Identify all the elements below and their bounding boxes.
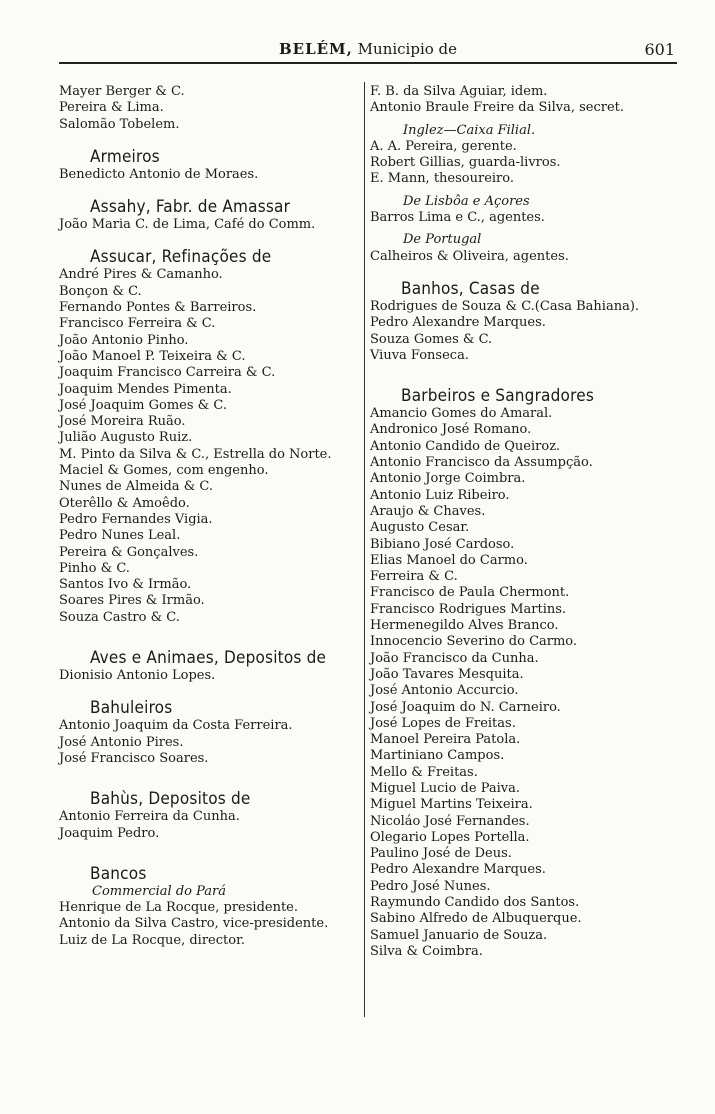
list-item: Joaquim Francisco Carreira & C. [59,365,276,381]
list-item: Nicoláo José Fernandes. [370,813,530,829]
list-item: Nunes de Almeida & C. [59,479,214,495]
list-item: Elias Manoel do Carmo. [370,552,528,568]
section-heading-bahuleiros: Bahuleiros [90,698,173,719]
list-item: Bonçon & C. [59,283,142,299]
list-item: José Antonio Accurcio. [370,683,519,699]
list-item: Pedro Fernandes Vigia. [59,511,213,527]
list-item: João Francisco da Cunha. [370,650,539,666]
page-header [59,36,677,64]
list-item: Pedro José Nunes. [370,878,491,894]
list-item: Antonio Luiz Ribeiro. [370,487,510,503]
list-item: Pedro Nunes Leal. [59,528,181,544]
list-item: Santos Ivo & Irmão. [59,577,192,593]
section-heading-aves: Aves e Animaes, Depositos de [90,648,327,669]
list-item: Oterêllo & Amoêdo. [59,495,190,511]
list-item: F. B. da Silva Aguiar, idem. [370,84,548,99]
list-item: Pereira & Lima. [59,100,164,116]
list-item: M. Pinto da Silva & C., Estrella do Norte. [59,446,332,462]
list-item: Silva & Coimbra. [370,943,483,959]
section-heading-barbeiros: Barbeiros e Sangradores [401,386,594,407]
list-item: Andronico José Romano. [370,422,532,438]
subheading-portugal: De Portugal [403,232,482,248]
list-item: Augusto Cesar. [370,520,470,536]
section-heading-armeiros: Armeiros [90,146,160,167]
list-item: Dionisio Antonio Lopes. [59,668,216,684]
list-item: Olegario Lopes Portella. [370,829,530,845]
page-number: 601 [644,40,675,59]
list-item: Antonio da Silva Castro, vice-presidente. [59,916,329,932]
list-item: Benedicto Antonio de Moraes. [59,166,259,182]
column-divider [364,82,365,1017]
subheading-inglez: Inglez—Caixa Filial. [403,122,536,138]
list-item: José Moreira Ruão. [59,414,186,430]
list-item: Francisco Ferreira & C. [59,316,216,332]
list-item: Pedro Alexandre Marques. [370,862,546,878]
list-item: Martiniano Campos. [370,748,505,764]
header-place: Municipio de [357,40,458,58]
list-item: Samuel Januario de Souza. [370,927,548,943]
list-item: Francisco de Paula Chermont. [370,585,570,601]
list-item: João Maria C. de Lima, Café do Comm. [59,217,316,233]
list-item: Viuva Fonseca. [370,347,469,363]
list-item: Antonio Francisco da Assumpção. [370,455,593,471]
subheading-commercial: Commercial do Pará [92,883,226,899]
list-item: José Joaquim do N. Carneiro. [370,699,561,715]
list-item: A. A. Pereira, gerente. [370,138,517,154]
list-item: Robert Gillias, guarda-livros. [370,155,561,171]
list-item: Antonio Braule Freire da Silva, secret. [370,100,624,116]
header-city: BELÉM, [278,40,353,58]
list-item: José Francisco Soares. [59,750,209,766]
list-item: Joaquim Pedro. [59,825,160,841]
left-column [59,84,361,949]
subheading-lisboa: De Lisbôa e Açores [403,193,530,209]
list-item: Barros Lima e C., agentes. [370,210,545,226]
list-item: Pedro Alexandre Marques. [370,315,546,331]
list-item: João Antonio Pinho. [59,332,189,348]
running-title [59,40,677,58]
list-item: Antonio Joaquim da Costa Ferreira. [59,718,293,734]
list-item: Mayer Berger & C. [59,84,185,99]
list-item: Innocencio Severino do Carmo. [370,634,578,650]
list-item: Miguel Martins Teixeira. [370,797,533,813]
left-top-list [59,84,361,133]
list-item: Raymundo Candido dos Santos. [370,895,580,911]
list-item: Maciel & Gomes, com engenho. [59,463,269,479]
list-item: Soares Pires & Irmão. [59,593,205,609]
list-item: Sabino Alfredo de Albuquerque. [370,911,582,927]
list-item: Francisco Rodrigues Martins. [370,601,567,617]
list-item: Araujo & Chaves. [370,503,486,519]
section-heading-assucar: Assucar, Refinações de [90,247,272,268]
list-item: Calheiros & Oliveira, agentes. [370,248,569,264]
list-item: Salomão Tobelem. [59,116,180,132]
list-item: Hermenegildo Alves Branco. [370,618,559,634]
list-item: Ferreira & C. [370,569,458,585]
list-item: José Antonio Pires. [59,734,184,750]
list-item: Souza Gomes & C. [370,331,493,347]
list-item: Fernando Pontes & Barreiros. [59,300,257,316]
list-item: João Manoel P. Teixeira & C. [59,348,246,364]
list-item: Antonio Candido de Queiroz. [370,438,561,454]
list-item: Pereira & Gonçalves. [59,544,199,560]
list-item: José Lopes de Freitas. [370,715,516,731]
list-item: José Joaquim Gomes & C. [59,397,227,413]
list-item: Luiz de La Rocque, director. [59,932,245,948]
section-heading-bahus: Bahùs, Depositos de [90,789,251,810]
list-item: André Pires & Camanho. [59,267,223,283]
section-heading-assahy: Assahy, Fabr. de Amassar [90,197,291,218]
list-item: Antonio Jorge Coimbra. [370,471,526,487]
section-heading-banhos: Banhos, Casas de [401,278,540,299]
assucar-list [59,267,361,626]
list-item: Amancio Gomes do Amaral. [370,406,553,422]
list-item: Miguel Lucio de Paiva. [370,780,520,796]
list-item: Manoel Pereira Patola. [370,732,521,748]
list-item: Rodrigues de Souza & C.(Casa Bahiana). [370,298,640,314]
list-item: Bibiano José Cardoso. [370,536,515,552]
list-item: Mello & Freitas. [370,764,478,780]
list-item: Paulino José de Deus. [370,846,512,862]
list-item: Pinho & C. [59,560,130,576]
list-item: Julião Augusto Ruiz. [59,430,193,446]
barbeiros-list [370,406,682,960]
list-item: E. Mann, thesoureiro. [370,171,514,187]
list-item: Souza Castro & C. [59,609,180,625]
list-item: Joaquim Mendes Pimenta. [59,381,232,397]
list-item: Antonio Ferreira da Cunha. [59,809,240,825]
section-heading-bancos: Bancos [90,863,147,884]
list-item: Henrique de La Rocque, presidente. [59,900,299,916]
right-column [370,84,682,960]
list-item: João Tavares Mesquita. [370,666,524,682]
